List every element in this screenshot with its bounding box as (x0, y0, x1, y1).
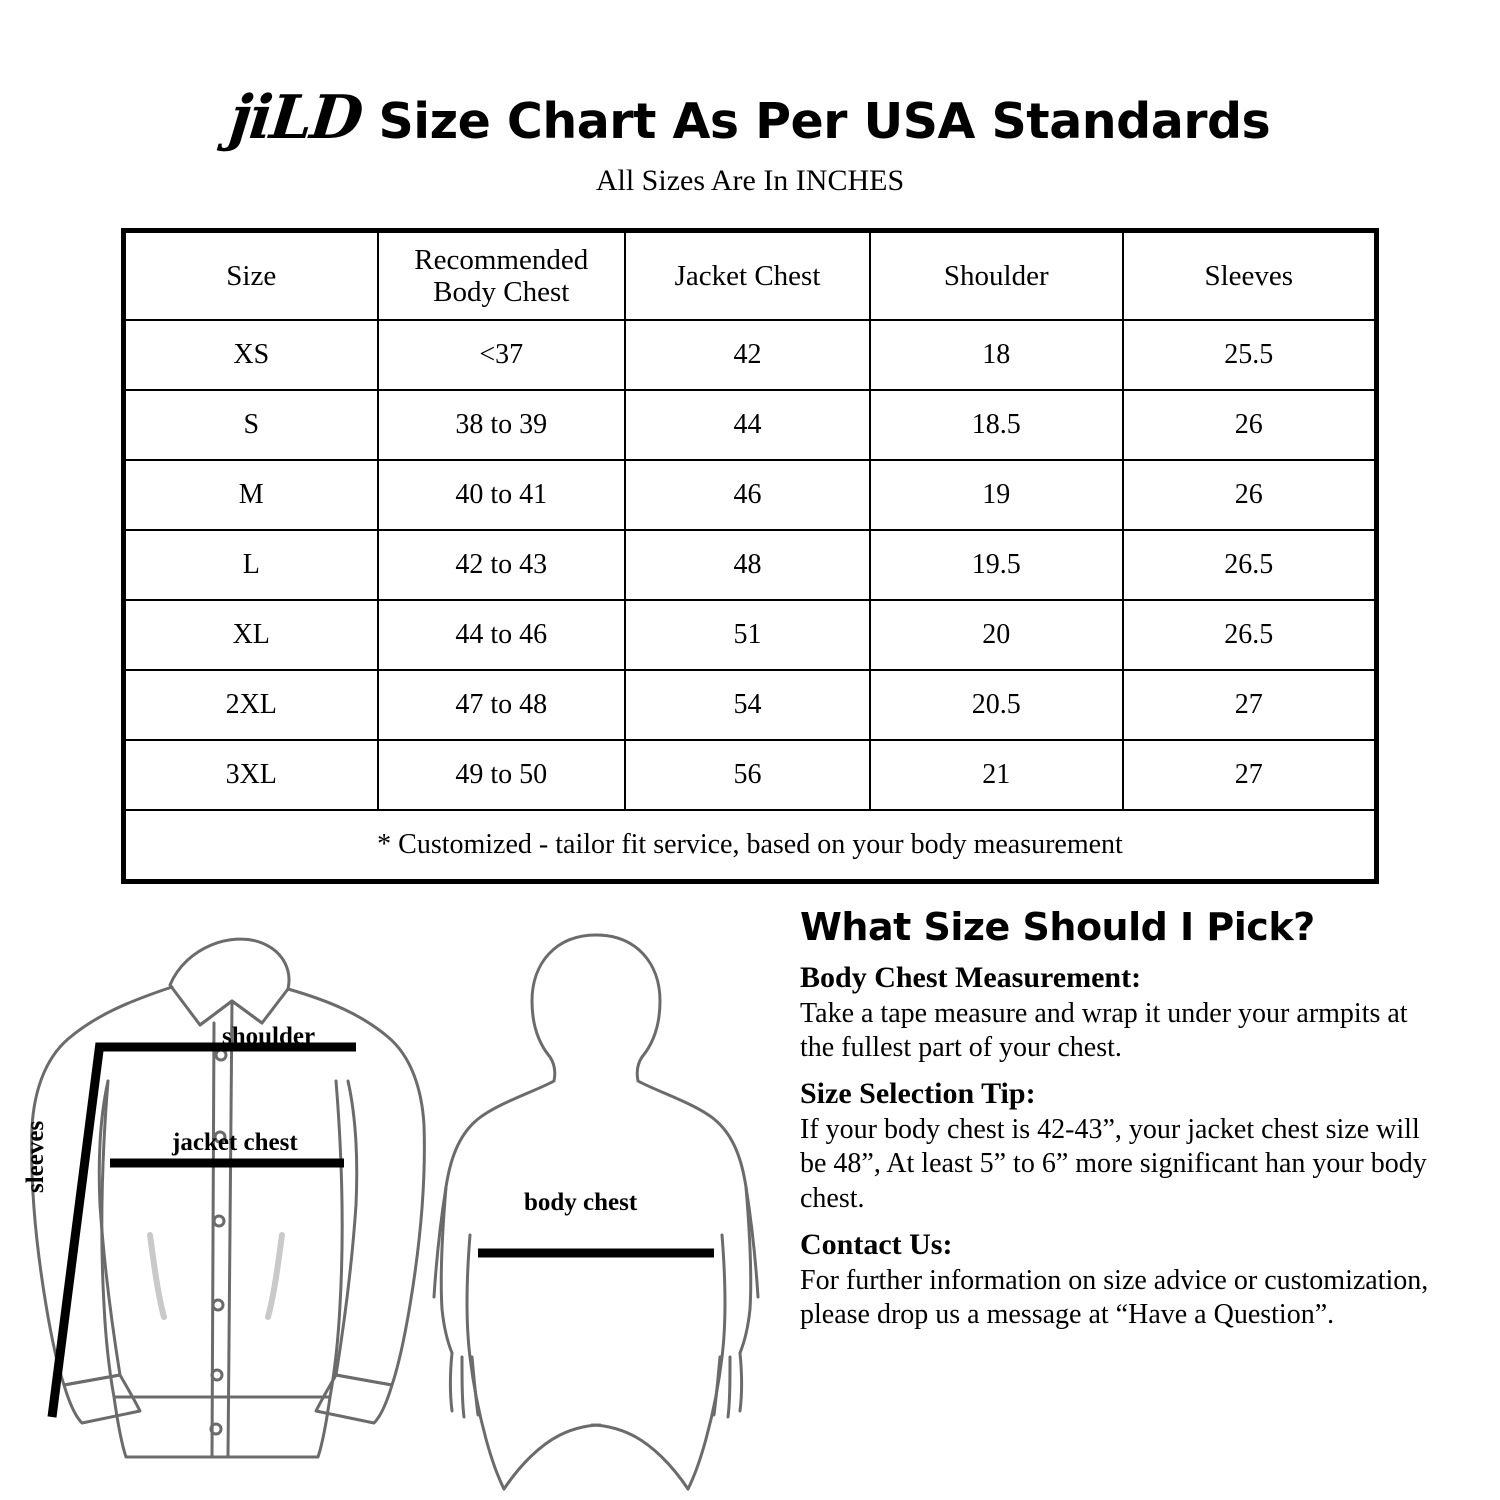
size-table-container (121, 228, 1379, 884)
cell-size: M (125, 460, 378, 530)
cell-sleeves: 27 (1123, 670, 1376, 740)
cell-shoulder: 19 (870, 460, 1123, 530)
cell-body-chest: 49 to 50 (378, 740, 626, 810)
guidance-section-body-size-tip: If your body chest is 42-43”, your jacket chest size will be 48”, At least 5” to 6” more significant han your body chest. (800, 1114, 1427, 1214)
cell-shoulder: 19.5 (870, 530, 1123, 600)
column-header-sleeves (1123, 232, 1376, 320)
sleeves-measure-line (52, 1043, 100, 1417)
cell-body-chest: 40 to 41 (378, 460, 626, 530)
column-header-size (125, 232, 378, 320)
table-footnote-row (125, 810, 1375, 880)
page-subtitle: All Sizes Are In INCHES (595, 164, 905, 197)
cell-body-chest: 47 to 48 (378, 670, 626, 740)
size-guidance-panel (790, 905, 1500, 1500)
cell-size: S (125, 390, 378, 460)
column-header-text-line1: Recommended (414, 243, 589, 276)
cell-sleeves: 26 (1123, 390, 1376, 460)
guidance-section-title-body-chest: Body Chest Measurement: (800, 961, 1142, 994)
label-jacket-chest: jacket chest (172, 1129, 298, 1156)
label-sleeves: sleeves (22, 1120, 49, 1193)
cell-shoulder: 21 (870, 740, 1123, 810)
table-row (125, 390, 1375, 460)
brand-logo: jiLD (226, 83, 365, 153)
cell-size: 2XL (125, 670, 378, 740)
guidance-heading: What Size Should I Pick? (800, 905, 1315, 949)
cell-jacket-chest: 54 (625, 670, 870, 740)
table-row (125, 670, 1375, 740)
table-row (125, 460, 1375, 530)
cell-sleeves: 26 (1123, 460, 1376, 530)
guidance-section-title-size-tip: Size Selection Tip: (800, 1077, 1036, 1111)
table-footnote: * Customized - tailor fit service, based on your body measurement (125, 810, 1375, 880)
guidance-section-title-contact: Contact Us: (800, 1227, 953, 1261)
column-header-recommended-body-chest (378, 232, 626, 320)
column-header-text-line2: Body Chest (433, 276, 570, 308)
measurement-diagrams (0, 905, 790, 1500)
guidance-section-body-contact: For further information on size advice or customization, please drop us a message at “Have a Question”. (800, 1264, 1429, 1330)
cell-sleeves: 27 (1123, 740, 1376, 810)
cell-size: 3XL (125, 740, 378, 810)
cell-size: XS (125, 320, 378, 390)
cell-shoulder: 20.5 (870, 670, 1123, 740)
cell-shoulder: 18 (870, 320, 1123, 390)
label-body-chest: body chest (524, 1189, 638, 1216)
cell-sleeves: 26.5 (1123, 600, 1376, 670)
column-header-jacket-chest (625, 232, 870, 320)
guidance-section-body-body-chest: Take a tape measure and wrap it under your armpits at the fullest part of your chest. (800, 998, 1408, 1064)
cell-jacket-chest: 42 (625, 320, 870, 390)
cell-jacket-chest: 51 (625, 600, 870, 670)
label-shoulder: shoulder (222, 1023, 316, 1050)
column-header-text: Sleeves (1204, 259, 1294, 292)
cell-body-chest: <37 (378, 320, 626, 390)
lower-section (0, 905, 1500, 1500)
cell-body-chest: 38 to 39 (378, 390, 626, 460)
cell-size: L (125, 530, 378, 600)
cell-size: XL (125, 600, 378, 670)
size-table (124, 231, 1376, 881)
cell-jacket-chest: 46 (625, 460, 870, 530)
cell-shoulder: 20 (870, 600, 1123, 670)
cell-jacket-chest: 44 (625, 390, 870, 460)
page-title: Size Chart As Per USA Standards (378, 93, 1271, 150)
table-header-row (125, 232, 1375, 320)
cell-body-chest: 44 to 46 (378, 600, 626, 670)
cell-shoulder: 18.5 (870, 390, 1123, 460)
cell-sleeves: 26.5 (1123, 530, 1376, 600)
column-header-text: Size (226, 259, 277, 292)
table-row (125, 320, 1375, 390)
title-row (0, 83, 1500, 153)
diagram-svg (0, 905, 790, 1500)
cell-body-chest: 42 to 43 (378, 530, 626, 600)
table-row (125, 600, 1375, 670)
column-header-shoulder (870, 232, 1123, 320)
table-row (125, 740, 1375, 810)
column-header-text: Shoulder (943, 259, 1049, 292)
page-header (0, 0, 1500, 198)
column-header-text: Jacket Chest (674, 259, 821, 292)
cell-jacket-chest: 48 (625, 530, 870, 600)
cell-jacket-chest: 56 (625, 740, 870, 810)
cell-sleeves: 25.5 (1123, 320, 1376, 390)
table-row (125, 530, 1375, 600)
